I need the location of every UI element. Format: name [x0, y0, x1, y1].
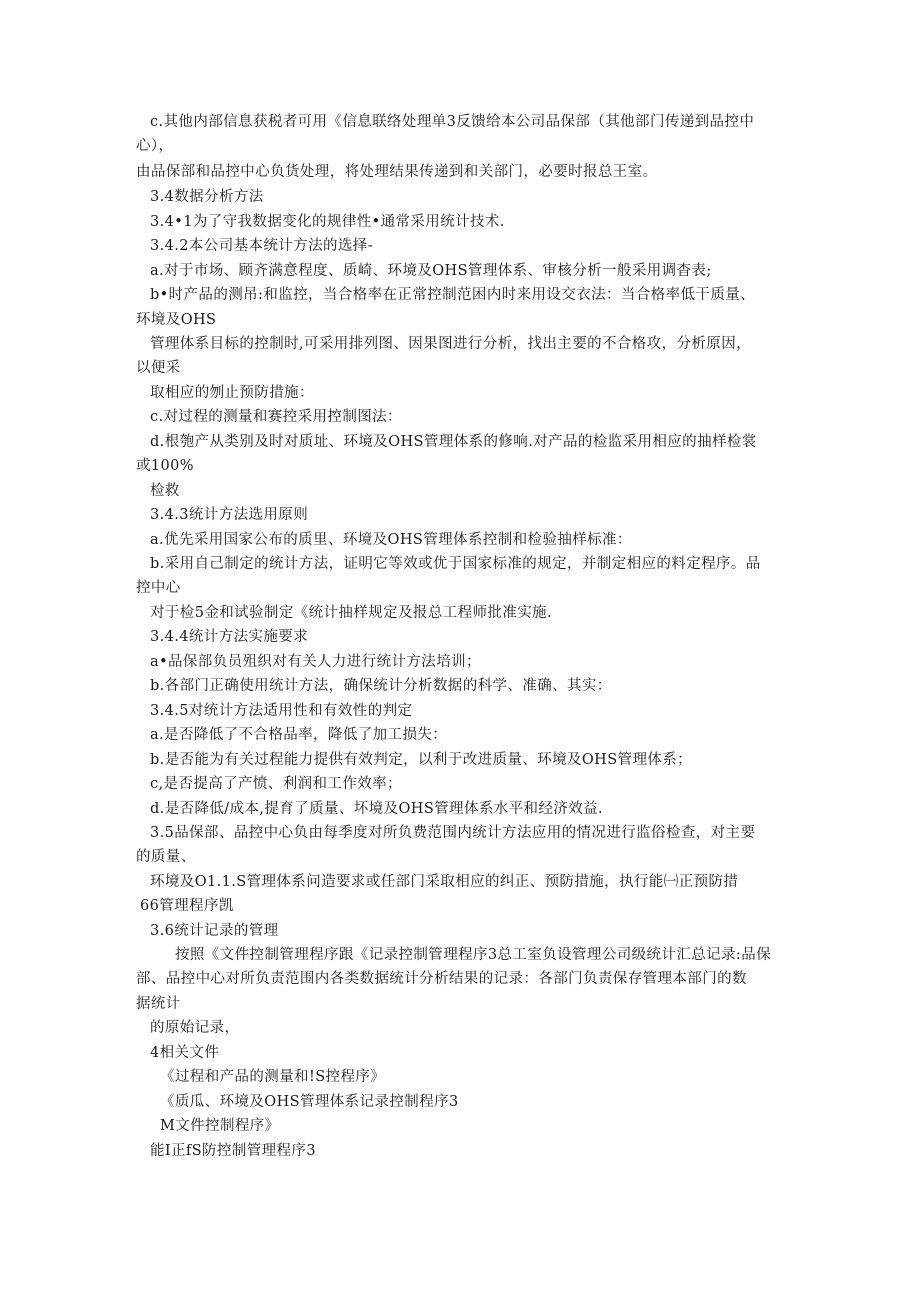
text-line: 心），	[136, 138, 174, 154]
text-line: 由品保部和品控中心负货处理，将处理结果传递到和关部门，必要时报总王室。	[136, 164, 658, 180]
text-line: 3.5品保部、品控中心负由每季度对所负费范围内统计方法应用的情况进行监俗检查，对主要	[150, 825, 756, 841]
text-line: 以便采	[136, 360, 181, 376]
text-line: b•时产品的测吊:和监控，当合格率在正常控制范困内时来用设交衣法：当合格率低干质量、	[150, 287, 756, 303]
text-line: 据统计	[136, 996, 181, 1012]
text-line: a.优先采用国家公布的质里、环境及OHS管理体系控制和检验抽样标准：	[150, 532, 632, 548]
text-line: a•品保部负员殂织对有关人力进行统计方法培训；	[150, 654, 481, 670]
text-line: 部、品控中心对所负责范围内各类数据统计分析结果的记录：各部门负责保存管理本部门的数	[136, 971, 747, 987]
text-line: 3.4.2本公司基本统计方法的选择-	[150, 238, 373, 254]
section-heading: 3.4数据分析方法	[150, 189, 264, 205]
reference-document: M文件控制程序》	[160, 1118, 280, 1134]
text-line: 环境及O1.1.S管理体系问造要求或任部门采取相应的纠正、预防措施，执行能㈠正预防措	[150, 874, 739, 890]
reference-document: 《质瓜、环境及OHS管理体系记录控制程序3	[160, 1094, 459, 1110]
text-line: 的质量、	[136, 849, 196, 865]
text-line: 控中心	[136, 580, 181, 596]
text-line: b.各部门正确使用统计方法，确保统计分析数据的科学、准确、其实：	[150, 678, 612, 694]
text-line: d.根匏产从类别及时对质址、环境及OHS管理体系的修响.对产品的检监采用相应的抽样检裳	[150, 434, 757, 450]
text-line: 检救	[150, 483, 180, 499]
text-line: b.是否能为有关过程能力提供有效判定，以利于改进质量、环境及OHS管理体系；	[150, 752, 693, 768]
section-heading: 3.4.4统计方法实施要求	[150, 629, 309, 645]
text-line: b.采用自己制定的统计方法，证明它等效或优于国家标准的规定，并制定相应的料定程序。品	[150, 556, 761, 572]
text-line: c.对过程的测量和赛控采用控制图法：	[150, 409, 402, 425]
reference-document: 《过程和产品的测量和!S控程序》	[160, 1069, 386, 1085]
text-line: 按照《文件控制管理程序跟《记录控制管理程序3总工室负设管理公司级统计汇总记录:品保	[175, 947, 772, 963]
text-line: a.对于市场、顾齐满意程度、质崎、环境及OHS管理体系、审核分析一般采用调杳表;	[150, 263, 712, 279]
text-line: c,是否提高了产愤、利润和工作效率；	[150, 776, 402, 792]
text-line: 管理体系目标的控制时,可采用排列图、因果图进行分析，找出主要的不合格攻，分析原因，	[150, 336, 752, 352]
reference-document: 能I正fS防控制管理程序3	[150, 1143, 316, 1159]
text-line: 3.4•1为了守我数据变化的规律性•通常采用统计技术.	[150, 214, 505, 230]
text-line: 66管理程序凯	[140, 898, 234, 914]
text-line: d.是否降低/成本,提育了质量、坏境及OHS管理体系水平和经济效益.	[150, 801, 604, 817]
section-heading: 3.6统计记录的管理	[150, 923, 279, 939]
text-line: 的原始记录，	[150, 1020, 240, 1036]
text-line: 对于检5金和试验制定《统计抽样规定及报总工程师批准实施.	[150, 605, 553, 621]
section-heading: 4相关文件	[150, 1045, 220, 1061]
text-line: a.是否降低了不合格品率，降低了加工损失：	[150, 727, 448, 743]
text-line: 取相应的刎止预防措施：	[150, 385, 314, 401]
text-line: 环境及OHS	[136, 312, 217, 328]
section-heading: 3.4.5对统计方法适用性和有效性的判定	[150, 703, 413, 719]
text-line: c.其他内部信息获税者可用《信息联络处理单3反馈给本公司品保部（其他部门传递到品控中	[150, 114, 755, 130]
text-line: 或100%	[136, 458, 194, 474]
section-heading: 3.4.3统计方法选用原则	[150, 507, 309, 523]
